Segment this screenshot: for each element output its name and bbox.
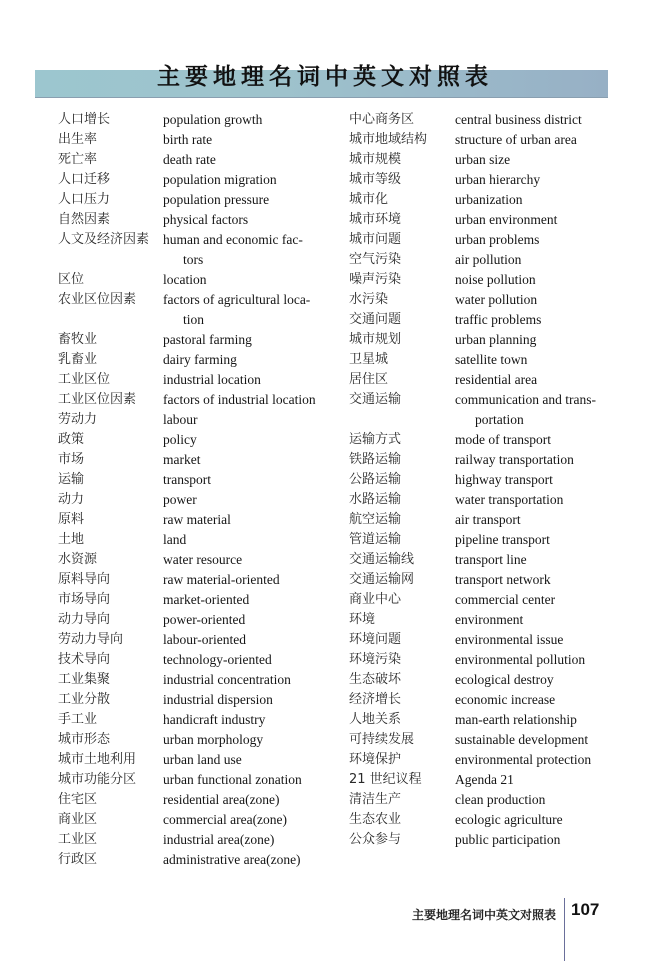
english-term-text: urban land use — [163, 752, 242, 767]
english-term — [163, 270, 207, 290]
glossary-entry — [58, 770, 328, 790]
english-term-text: commercial area(zone) — [163, 812, 288, 827]
chinese-term: 行政区 — [58, 852, 98, 867]
english-term-text: communication and trans- — [455, 392, 596, 407]
english-term — [163, 510, 231, 530]
english-term-text: mode of transport — [455, 432, 551, 447]
chinese-term: 城市环境 — [349, 212, 402, 227]
glossary-entry — [58, 590, 328, 610]
glossary-entry — [349, 790, 629, 810]
chinese-term: 工业集聚 — [58, 672, 111, 687]
running-footer-title: 主要地理名词中英文对照表 — [412, 908, 557, 922]
english-term — [163, 150, 216, 170]
english-term-text: urban hierarchy — [455, 172, 541, 187]
chinese-term: 劳动力导向 — [58, 632, 124, 647]
glossary-entry — [58, 810, 328, 830]
english-term — [163, 630, 246, 650]
glossary-entry — [58, 230, 328, 270]
glossary-entry — [349, 470, 629, 490]
chinese-term: 人地关系 — [349, 712, 402, 727]
chinese-term: 技术导向 — [58, 652, 111, 667]
page-title: 主要地理名词中英文对照表 — [157, 63, 493, 90]
english-term-continuation: portation — [475, 412, 524, 427]
english-term — [455, 430, 551, 450]
english-term — [455, 470, 553, 490]
glossary-entry — [58, 370, 328, 390]
english-term-text: population growth — [163, 112, 263, 127]
english-term-text: central business district — [455, 112, 582, 127]
english-term — [163, 370, 261, 390]
english-term-text: dairy farming — [163, 352, 237, 367]
english-term-text: transport — [163, 472, 211, 487]
chinese-term: 城市功能分区 — [58, 772, 137, 787]
glossary-entry — [349, 310, 629, 330]
glossary-entry — [58, 570, 328, 590]
chinese-term: 铁路运输 — [349, 452, 402, 467]
english-term — [455, 190, 522, 210]
english-term — [163, 750, 242, 770]
chinese-term: 水污染 — [349, 292, 389, 307]
chinese-term: 城市土地利用 — [58, 752, 137, 767]
english-term-text: sustainable development — [455, 732, 589, 747]
english-term-text: location — [163, 272, 207, 287]
english-term-text: railway transportation — [455, 452, 574, 467]
chinese-term: 商业中心 — [349, 592, 402, 607]
chinese-term: 城市化 — [349, 192, 389, 207]
chinese-term: 住宅区 — [58, 792, 98, 807]
english-term-text: industrial dispersion — [163, 692, 273, 707]
english-term — [163, 850, 301, 870]
english-term-text: man-earth relationship — [455, 712, 577, 727]
english-term — [455, 830, 560, 850]
english-term-text: labour-oriented — [163, 632, 246, 647]
chinese-term: 动力导向 — [58, 612, 111, 627]
english-term — [455, 790, 545, 810]
glossary-entry — [58, 270, 328, 290]
english-term — [163, 830, 274, 850]
english-term-text: human and economic fac- — [163, 232, 303, 247]
english-term — [163, 570, 280, 590]
glossary-entry — [349, 810, 629, 830]
glossary-entry — [58, 190, 328, 210]
glossary-entry — [349, 590, 629, 610]
english-term — [163, 450, 200, 470]
english-term-text: urban problems — [455, 232, 540, 247]
glossary-entry — [58, 150, 328, 170]
english-term — [455, 570, 551, 590]
glossary-entry — [349, 510, 629, 530]
chinese-term: 市场 — [58, 452, 85, 467]
chinese-term: 人口迁移 — [58, 172, 111, 187]
english-term — [163, 170, 277, 190]
english-term-text: birth rate — [163, 132, 213, 147]
english-term — [455, 130, 577, 150]
glossary-entry — [58, 330, 328, 350]
chinese-term: 公众参与 — [349, 832, 402, 847]
glossary-entry — [58, 130, 328, 150]
english-term-text: land — [163, 532, 187, 547]
glossary-entry — [349, 570, 629, 590]
english-term — [455, 710, 577, 730]
english-term-text: handicraft industry — [163, 712, 266, 727]
english-term-text: environmental issue — [455, 632, 564, 647]
english-term — [163, 650, 272, 670]
chinese-term: 自然因素 — [58, 212, 111, 227]
english-term — [163, 190, 269, 210]
english-term — [455, 110, 582, 130]
chinese-term: 运输 — [58, 472, 85, 487]
chinese-term: 出生率 — [58, 132, 98, 147]
chinese-term: 手工业 — [58, 712, 98, 727]
chinese-term: 生态破坏 — [349, 672, 402, 687]
glossary-entry — [349, 390, 629, 430]
english-term-text: population migration — [163, 172, 277, 187]
english-term-text: traffic problems — [455, 312, 542, 327]
glossary-entry — [349, 110, 629, 130]
chinese-term: 工业区位因素 — [58, 392, 137, 407]
chinese-term: 农业区位因素 — [58, 292, 137, 307]
english-term — [455, 550, 527, 570]
english-term-text: environmental pollution — [455, 652, 586, 667]
chinese-term: 原料导向 — [58, 572, 111, 587]
english-term — [455, 150, 510, 170]
chinese-term: 城市等级 — [349, 172, 402, 187]
chinese-term: 居住区 — [349, 372, 389, 387]
chinese-term: 21 世纪议程 — [349, 772, 422, 787]
chinese-term: 人口增长 — [58, 112, 111, 127]
footer-divider — [564, 898, 565, 961]
glossary-entry — [349, 230, 629, 250]
chinese-term: 公路运输 — [349, 472, 402, 487]
english-term — [163, 230, 303, 270]
english-term — [163, 790, 280, 810]
english-term — [163, 690, 273, 710]
chinese-term: 交通运输 — [349, 392, 402, 407]
english-term — [455, 330, 536, 350]
glossary-entry — [349, 250, 629, 270]
glossary-entry — [58, 470, 328, 490]
chinese-term: 城市形态 — [58, 732, 111, 747]
english-term-text: factors of agricultural loca- — [163, 292, 311, 307]
glossary-entry — [58, 690, 328, 710]
chinese-term: 人口压力 — [58, 192, 111, 207]
chinese-term: 畜牧业 — [58, 332, 98, 347]
glossary-entry — [349, 670, 629, 690]
english-term — [163, 290, 310, 330]
glossary-entry — [349, 190, 629, 210]
glossary-entry — [349, 650, 629, 670]
chinese-term: 水路运输 — [349, 492, 402, 507]
glossary-entry — [349, 150, 629, 170]
chinese-term: 噪声污染 — [349, 272, 402, 287]
english-term-text: industrial concentration — [163, 672, 291, 687]
glossary-entry — [58, 830, 328, 850]
chinese-term: 工业区 — [58, 832, 98, 847]
chinese-term: 死亡率 — [58, 152, 98, 167]
chinese-term: 交通问题 — [349, 312, 402, 327]
english-term-text: urban morphology — [163, 732, 264, 747]
chinese-term: 水资源 — [58, 552, 98, 567]
glossary-entry — [349, 270, 629, 290]
chinese-term: 市场导向 — [58, 592, 111, 607]
glossary-entry — [349, 430, 629, 450]
glossary-entry — [349, 770, 629, 790]
english-term-text: ecological destroy — [455, 672, 554, 687]
english-term-text: noise pollution — [455, 272, 536, 287]
chinese-term: 交通运输线 — [349, 552, 415, 567]
english-term-text: market — [163, 452, 201, 467]
english-term-text: public participation — [455, 832, 561, 847]
glossary-right-column — [349, 110, 629, 850]
english-term — [455, 630, 563, 650]
chinese-term: 环境 — [349, 612, 376, 627]
chinese-term: 乳畜业 — [58, 352, 98, 367]
chinese-term: 区位 — [58, 272, 85, 287]
english-term — [455, 390, 596, 430]
chinese-term: 清洁生产 — [349, 792, 402, 807]
english-term — [455, 450, 574, 470]
glossary-entry — [349, 530, 629, 550]
english-term-text: water transportation — [455, 492, 564, 507]
chinese-term: 航空运输 — [349, 512, 402, 527]
english-term — [455, 210, 557, 230]
english-term-text: population pressure — [163, 192, 270, 207]
chinese-term: 运输方式 — [349, 432, 402, 447]
chinese-term: 环境保护 — [349, 752, 402, 767]
chinese-term: 环境污染 — [349, 652, 402, 667]
chinese-term: 环境问题 — [349, 632, 402, 647]
chinese-term: 城市规划 — [349, 332, 402, 347]
glossary-entry — [58, 170, 328, 190]
glossary-left-column — [58, 110, 328, 870]
english-term — [163, 110, 262, 130]
english-term-text: commercial center — [455, 592, 556, 607]
english-term — [455, 170, 540, 190]
glossary-entry — [58, 510, 328, 530]
english-term-text: air transport — [455, 512, 521, 527]
english-term — [455, 610, 523, 630]
english-term-text: administrative area(zone) — [163, 852, 301, 867]
glossary-entry — [58, 790, 328, 810]
english-term-text: environmental protection — [455, 752, 592, 767]
english-term — [455, 650, 585, 670]
english-term — [163, 130, 212, 150]
english-term — [163, 810, 287, 830]
glossary-entry — [58, 110, 328, 130]
chinese-term: 经济增长 — [349, 692, 402, 707]
english-term-text: policy — [163, 432, 197, 447]
english-term-text: pipeline transport — [455, 532, 550, 547]
english-term — [455, 530, 550, 550]
english-term-text: environment — [455, 612, 524, 627]
chinese-term: 劳动力 — [58, 412, 98, 427]
glossary-entry — [349, 550, 629, 570]
english-term-text: water pollution — [455, 292, 538, 307]
glossary-entry — [349, 730, 629, 750]
glossary-entry — [349, 130, 629, 150]
chinese-term: 生态农业 — [349, 812, 402, 827]
english-term — [163, 530, 186, 550]
english-term — [163, 710, 265, 730]
glossary-entry — [58, 410, 328, 430]
glossary-entry — [349, 450, 629, 470]
glossary-entry — [349, 690, 629, 710]
glossary-entry — [58, 710, 328, 730]
chinese-term: 工业区位 — [58, 372, 111, 387]
page-number: 107 — [571, 900, 600, 919]
english-term-text: structure of urban area — [455, 132, 577, 147]
english-term — [163, 210, 248, 230]
english-term — [455, 310, 541, 330]
chinese-term: 工业分散 — [58, 692, 111, 707]
glossary-entry — [58, 550, 328, 570]
english-term — [455, 250, 521, 270]
glossary-entry — [349, 210, 629, 230]
english-term-text: industrial location — [163, 372, 261, 387]
english-term — [163, 390, 316, 410]
english-term — [163, 590, 249, 610]
english-term — [163, 350, 237, 370]
english-term — [163, 490, 197, 510]
glossary-entry — [58, 210, 328, 230]
glossary-entry — [58, 530, 328, 550]
english-term-text: water resource — [163, 552, 243, 567]
english-term-text: labour — [163, 412, 198, 427]
chinese-term: 土地 — [58, 532, 85, 547]
glossary-entry — [58, 450, 328, 470]
english-term — [455, 350, 527, 370]
glossary-entry — [58, 610, 328, 630]
english-term-text: urban functional zonation — [163, 772, 302, 787]
chinese-term: 动力 — [58, 492, 85, 507]
glossary-entry — [349, 330, 629, 350]
english-term-text: transport line — [455, 552, 527, 567]
english-term — [163, 410, 198, 430]
english-term-text: pastoral farming — [163, 332, 252, 347]
english-term-text: residential area(zone) — [163, 792, 280, 807]
english-term — [163, 330, 252, 350]
chinese-term: 可持续发展 — [349, 732, 415, 747]
glossary-entry — [349, 490, 629, 510]
glossary-entry — [349, 370, 629, 390]
english-term-text: urbanization — [455, 192, 523, 207]
english-term — [455, 690, 555, 710]
english-term-continuation: tion — [183, 312, 205, 327]
english-term — [455, 810, 563, 830]
glossary-entry — [349, 750, 629, 770]
english-term — [455, 370, 537, 390]
glossary-entry — [349, 610, 629, 630]
english-term — [455, 270, 536, 290]
english-term-text: industrial area(zone) — [163, 832, 275, 847]
english-term-text: power — [163, 492, 197, 507]
english-term-text: residential area — [455, 372, 538, 387]
chinese-term: 卫星城 — [349, 352, 389, 367]
english-term — [163, 670, 291, 690]
english-term — [455, 230, 539, 250]
english-term-continuation: tors — [183, 252, 204, 267]
english-term-text: highway transport — [455, 472, 553, 487]
english-term-text: urban environment — [455, 212, 558, 227]
glossary-entry — [349, 710, 629, 730]
english-term-text: satellite town — [455, 352, 528, 367]
english-term — [455, 750, 591, 770]
english-term-text: clean production — [455, 792, 546, 807]
chinese-term: 城市地域结构 — [349, 132, 428, 147]
english-term-text: transport network — [455, 572, 551, 587]
english-term — [163, 770, 302, 790]
english-term-text: market-oriented — [163, 592, 250, 607]
glossary-entry — [349, 290, 629, 310]
chinese-term: 原料 — [58, 512, 85, 527]
chinese-term: 政策 — [58, 432, 85, 447]
english-term — [455, 510, 521, 530]
english-term — [163, 430, 197, 450]
chinese-term: 城市问题 — [349, 232, 402, 247]
english-term — [455, 770, 514, 790]
glossary-entry — [349, 170, 629, 190]
glossary-entry — [58, 750, 328, 770]
glossary-entry — [349, 350, 629, 370]
glossary-entry — [58, 730, 328, 750]
chinese-term: 人文及经济因素 — [58, 232, 150, 247]
english-term-text: physical factors — [163, 212, 249, 227]
glossary-entry — [58, 490, 328, 510]
chinese-term: 城市规模 — [349, 152, 402, 167]
english-term-text: raw material-oriented — [163, 572, 280, 587]
glossary-entry — [58, 430, 328, 450]
english-term-text: death rate — [163, 152, 216, 167]
glossary-entry — [349, 830, 629, 850]
english-term — [455, 670, 554, 690]
glossary-entry — [58, 390, 328, 410]
english-term — [163, 470, 211, 490]
english-term-text: power-oriented — [163, 612, 246, 627]
english-term — [455, 590, 555, 610]
english-term — [163, 550, 242, 570]
glossary-entry — [58, 850, 328, 870]
chinese-term: 管道运输 — [349, 532, 402, 547]
english-term-text: urban size — [455, 152, 511, 167]
glossary-entry — [58, 290, 328, 330]
english-term — [163, 730, 263, 750]
glossary-entry — [58, 670, 328, 690]
chinese-term: 中心商务区 — [349, 112, 415, 127]
english-term-text: air pollution — [455, 252, 522, 267]
english-term-text: urban planning — [455, 332, 537, 347]
english-term-text: Agenda 21 — [455, 772, 514, 787]
english-term-text: economic increase — [455, 692, 556, 707]
english-term — [163, 610, 245, 630]
english-term-text: factors of industrial location — [163, 392, 316, 407]
glossary-entry — [58, 630, 328, 650]
english-term-text: ecologic agriculture — [455, 812, 563, 827]
glossary-entry — [58, 350, 328, 370]
english-term — [455, 490, 563, 510]
english-term — [455, 730, 588, 750]
english-term — [455, 290, 537, 310]
chinese-term: 空气污染 — [349, 252, 402, 267]
chinese-term: 商业区 — [58, 812, 98, 827]
chinese-term: 交通运输网 — [349, 572, 415, 587]
english-term-text: technology-oriented — [163, 652, 272, 667]
glossary-entry — [349, 630, 629, 650]
glossary-entry — [58, 650, 328, 670]
english-term-text: raw material — [163, 512, 231, 527]
